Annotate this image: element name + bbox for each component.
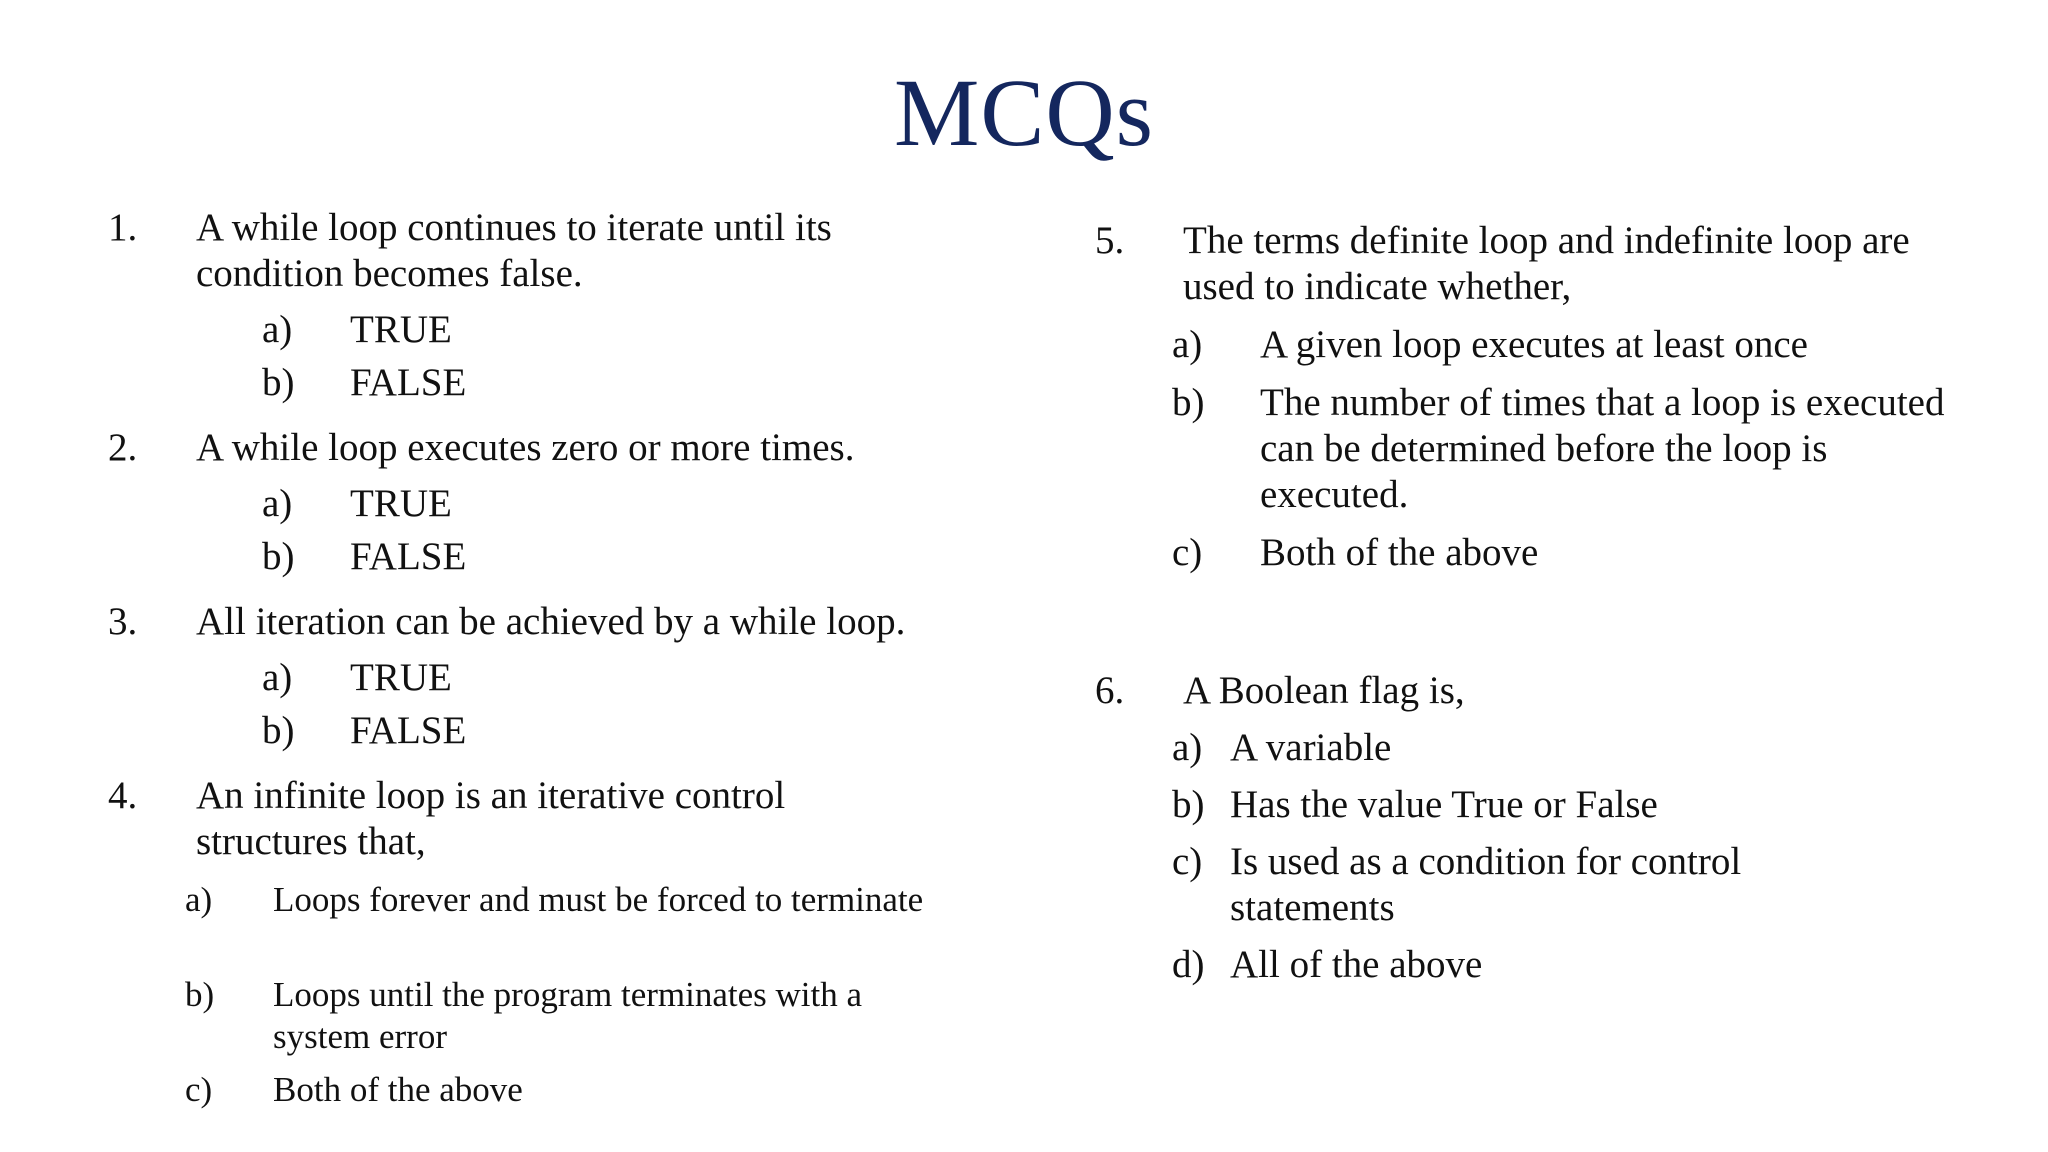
slide-title: MCQs [893,59,1155,166]
option-letter: c) [1172,840,1203,883]
option-text: The number of times that a loop is executed can be determined before the loop is executed. [1260,381,1945,516]
question-text: A while loop executes zero or more times. [196,426,855,469]
option-text: Loops forever and must be forced to terminate [273,880,924,919]
option-letter: b) [262,709,295,752]
option-letter: b) [1172,783,1205,826]
option-text: Both of the above [273,1070,523,1109]
option-text: TRUE [350,656,452,699]
question-text: A Boolean flag is, [1183,669,1465,712]
option-letter: a) [185,880,213,919]
question-number: 5. [1095,219,1125,262]
question-text: The terms definite loop and indefinite loop are used to indicate whether, [1183,219,1910,308]
option-text: All of the above [1230,943,1483,986]
option-text: Is used as a condition for control statements [1230,840,1742,929]
question-number: 3. [108,600,138,643]
option-letter: b) [185,975,215,1014]
question-text: All iteration can be achieved by a while loop. [196,600,906,643]
option-letter: a) [262,308,293,351]
option-letter: b) [262,361,295,404]
option-text: TRUE [350,308,452,351]
option-text: A variable [1230,726,1392,769]
question-text: An infinite loop is an iterative control structures that, [196,774,786,863]
question-number: 4. [108,774,138,817]
option-letter: c) [1172,531,1203,574]
option-letter: a) [262,656,293,699]
option-letter: d) [1172,943,1205,986]
option-letter: a) [262,482,293,525]
question-number: 2. [108,426,138,469]
option-text: Both of the above [1260,531,1539,574]
question-number: 6. [1095,669,1125,712]
option-text: FALSE [350,361,467,404]
option-letter: b) [262,535,295,578]
question-number: 1. [108,206,138,249]
option-letter: b) [1172,381,1205,424]
option-text: Has the value True or False [1230,783,1658,826]
question-text: A while loop continues to iterate until its condition becomes false. [196,206,832,295]
option-letter: a) [1172,726,1203,769]
option-letter: a) [1172,323,1203,366]
option-text: TRUE [350,482,452,525]
option-text: A given loop executes at least once [1260,323,1808,366]
option-text: FALSE [350,535,467,578]
option-text: Loops until the program terminates with a system error [273,975,863,1056]
option-text: FALSE [350,709,467,752]
option-letter: c) [185,1070,213,1109]
